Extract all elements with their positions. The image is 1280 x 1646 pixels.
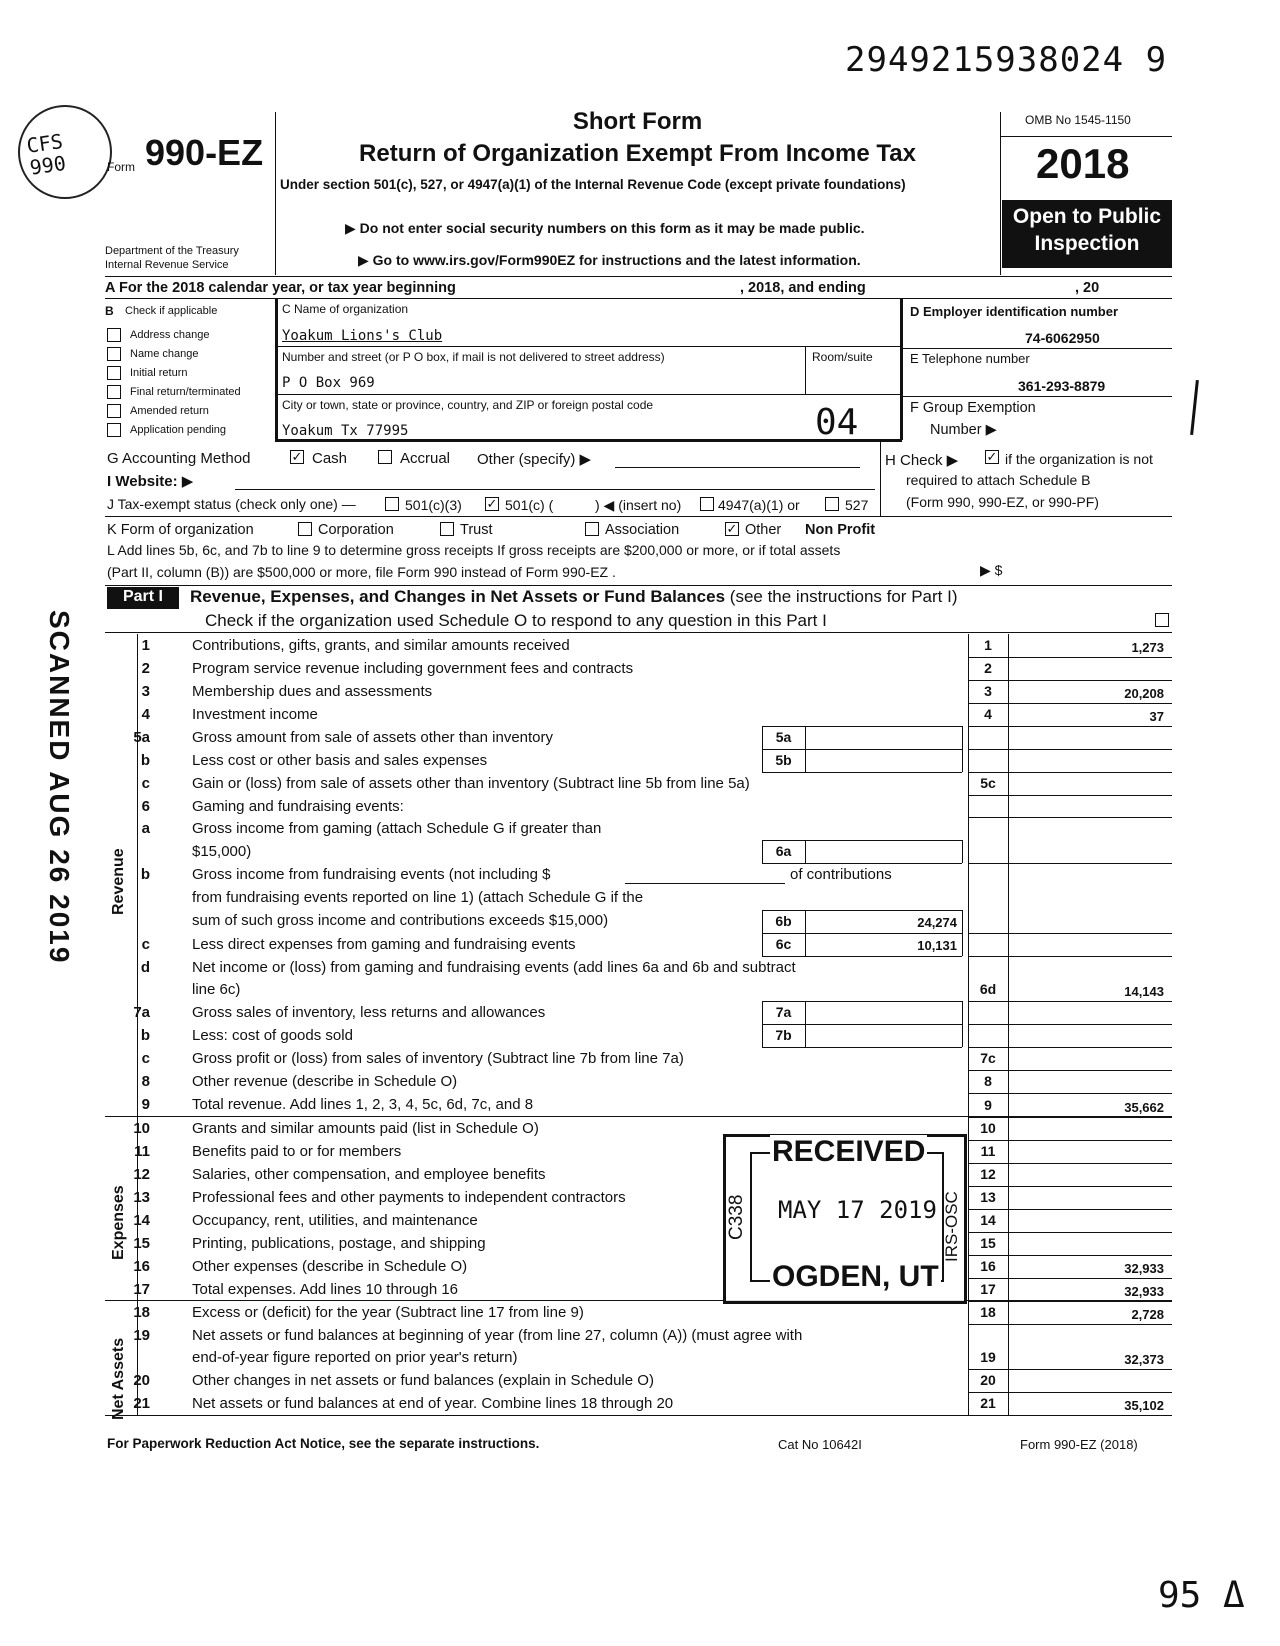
line-amount[interactable]: 37: [1149, 709, 1164, 724]
footer-form: Form 990-EZ (2018): [1020, 1437, 1138, 1452]
name-of-org-label: C Name of organization: [282, 302, 409, 316]
label-amended-return: Amended return: [130, 405, 209, 417]
line-amount[interactable]: 32,933: [1124, 1261, 1164, 1276]
rule: [625, 883, 785, 884]
checkbox-corporation[interactable]: [298, 522, 312, 536]
rule: [962, 1001, 963, 1024]
line-description: Membership dues and assessments: [192, 683, 433, 700]
rule: [762, 1001, 763, 1024]
rule: [968, 1209, 1172, 1210]
line-number: 15: [133, 1235, 150, 1252]
rule: [805, 910, 806, 933]
line-number: 3: [141, 683, 150, 700]
label-other-org: Other: [745, 522, 782, 538]
sub-line-box: 6a: [775, 843, 792, 859]
line-number: 13: [133, 1189, 150, 1206]
line-number: 11: [134, 1143, 150, 1160]
inspection: Inspection: [1034, 232, 1140, 255]
line-description: Other revenue (describe in Schedule O): [192, 1073, 458, 1090]
rule: [762, 1024, 962, 1025]
rule: [805, 726, 806, 749]
line-box: 3: [984, 683, 992, 699]
rule: [968, 1301, 1172, 1302]
other-org-value[interactable]: Non Profit: [805, 522, 876, 538]
rule: [968, 1415, 1172, 1416]
open-to-public: Open to Public: [1012, 205, 1162, 228]
rule: [762, 910, 962, 911]
line-description: Investment income: [192, 706, 318, 723]
line-number: 7a: [133, 1004, 150, 1021]
title-sub: Under section 501(c), 527, or 4947(a)(1) of the Internal Revenue Code (except private foundations): [280, 177, 906, 192]
dept-line1: Department of the Treasury: [105, 245, 239, 257]
rule: [762, 1047, 962, 1048]
label-other-method: Other (specify) ▶: [477, 451, 592, 468]
rule: [968, 1186, 1172, 1187]
line-number: 14: [133, 1212, 150, 1229]
line-number: 19: [133, 1327, 150, 1344]
line-a-end: , 20: [1075, 280, 1100, 296]
part1-title: Revenue, Expenses, and Changes in Net Assets or Fund Balances (see the instructions for Part I): [190, 587, 958, 606]
sub-line-box: 7b: [775, 1027, 792, 1043]
rule: [762, 933, 763, 956]
line-description: of contributions: [790, 866, 892, 883]
stamp-received: RECEIVED: [772, 1135, 926, 1168]
line-description: Gross sales of inventory, less returns and allowances: [192, 1004, 546, 1021]
line-box: 4: [984, 706, 992, 722]
line-number: 18: [133, 1304, 150, 1321]
rule: [968, 956, 1172, 957]
rule: [968, 1093, 1172, 1094]
line-description: end-of-year figure reported on prior year's return): [192, 1349, 518, 1366]
line-amount[interactable]: 35,662: [1124, 1100, 1164, 1115]
rule: [968, 863, 1172, 864]
rule: [962, 840, 963, 863]
line-number: 9: [141, 1096, 150, 1113]
line-box: 18: [980, 1304, 996, 1320]
section-b-label: B: [105, 304, 114, 318]
dept-line2: Internal Revenue Service: [105, 259, 229, 271]
line-l-text2: (Part II, column (B)) are $500,000 or more, file Form 990 instead of Form 990-EZ .: [107, 564, 616, 580]
line-description: Total revenue. Add lines 1, 2, 3, 4, 5c, 6d, 7c, and 8: [192, 1096, 534, 1113]
line-description: Gross income from gaming (attach Schedule G if greater than: [192, 820, 602, 837]
checkbox-address-change[interactable]: [107, 328, 121, 342]
rule: [805, 1024, 806, 1047]
side-label-expenses: Expenses: [110, 1185, 127, 1260]
rule: [968, 1140, 1172, 1141]
rule: [968, 817, 1172, 818]
checkbox-527[interactable]: [825, 497, 839, 511]
sub-line-box: 7a: [775, 1004, 792, 1020]
line-description: Gross income from fundraising events (not including $: [192, 866, 551, 883]
rule: [968, 1392, 1172, 1393]
group-exemption-number: Number ▶: [930, 422, 997, 438]
label-cash: Cash: [312, 450, 348, 467]
checkbox-4947[interactable]: [700, 497, 714, 511]
label-501c: 501(c) (: [505, 497, 554, 513]
label-application-pending: Application pending: [130, 424, 227, 436]
line-description: Net assets or fund balances at beginning of year (from line 27, column (A)) (must agree with: [192, 1327, 803, 1344]
line-number: 10: [133, 1120, 150, 1137]
rule: [762, 863, 962, 864]
line-h-text3: (Form 990, 990-EZ, or 990-PF): [906, 494, 1099, 510]
line-number: d: [140, 959, 150, 976]
line-box: 12: [980, 1166, 996, 1182]
handwritten-bottom: 95 Δ: [1158, 1575, 1245, 1616]
line-box: 7c: [980, 1050, 996, 1066]
line-box: 17: [980, 1281, 996, 1297]
line-number: 12: [133, 1166, 150, 1183]
section-b-title: Check if applicable: [125, 305, 218, 317]
rule: [762, 749, 962, 750]
sub-line-amount[interactable]: 10,131: [917, 938, 957, 953]
rule: [968, 1232, 1172, 1233]
notice-ssn: ▶ Do not enter social security numbers on this form as it may be made public.: [345, 220, 865, 236]
line-number: 16: [133, 1258, 150, 1275]
checkbox-name-change[interactable]: [107, 347, 121, 361]
checkbox-cash[interactable]: ✓: [291, 449, 303, 464]
checkbox-schedule-b[interactable]: ✓: [986, 449, 998, 464]
rule: [805, 933, 806, 956]
label-initial-return: Initial return: [130, 367, 188, 379]
line-number: b: [140, 1027, 150, 1044]
checkbox-501c3[interactable]: [385, 497, 399, 511]
checkbox-accrual[interactable]: [378, 450, 392, 464]
stamp-right-code: IRS-OSC: [942, 1191, 961, 1262]
stamp-city: OGDEN, UT: [772, 1260, 939, 1293]
line-description: Net assets or fund balances at end of year. Combine lines 18 through 20: [192, 1395, 674, 1412]
side-label-net-assets: Net Assets: [110, 1337, 127, 1420]
rule: [762, 1024, 763, 1047]
line-number: b: [140, 752, 150, 769]
rule: [962, 933, 963, 956]
line-amount[interactable]: 2,728: [1131, 1307, 1164, 1322]
line-box: 13: [980, 1189, 996, 1205]
part1-tag: Part I: [122, 588, 163, 605]
rule: [962, 910, 963, 933]
line-box: 16: [980, 1258, 996, 1274]
line-h-text2: required to attach Schedule B: [906, 472, 1091, 488]
rule: [962, 726, 963, 749]
line-box: 15: [980, 1235, 996, 1251]
line-description: sum of such gross income and contributions exceeds $15,000): [192, 912, 609, 929]
rule: [962, 749, 963, 772]
handwritten-04: 04: [815, 402, 859, 443]
line-amount[interactable]: 14,143: [1124, 984, 1164, 999]
line-description: Excess or (deficit) for the year (Subtract line 17 from line 9): [192, 1304, 584, 1321]
line-box: 11: [980, 1143, 996, 1159]
line-description: Less: cost of goods sold: [192, 1027, 353, 1044]
accounting-method-label: G Accounting Method: [107, 450, 251, 467]
sub-line-box: 5a: [775, 729, 792, 745]
line-number: 6: [141, 798, 150, 815]
label-4947: 4947(a)(1) or: [718, 497, 800, 513]
checkbox-trust[interactable]: [440, 522, 454, 536]
line-box: 8: [984, 1073, 992, 1089]
line-box: 20: [980, 1372, 996, 1388]
rule: [968, 772, 1172, 773]
rule: [968, 1278, 1172, 1279]
checkbox-501c[interactable]: ✓: [486, 496, 498, 511]
line-description: Grants and similar amounts paid (list in Schedule O): [192, 1120, 539, 1137]
rule: [968, 1163, 1172, 1164]
rule: [762, 749, 763, 772]
rule: [968, 933, 1172, 934]
sub-line-amount[interactable]: 24,274: [917, 915, 957, 930]
line-description: Gross profit or (loss) from sales of inventory (Subtract line 7b from line 7a): [192, 1050, 684, 1067]
rule: [968, 680, 1172, 681]
line-number: c: [141, 1050, 150, 1067]
rule: [968, 1024, 1172, 1025]
street-label: Number and street (or P O box, if mail is not delivered to street address): [282, 350, 665, 364]
part1-schedule-o: Check if the organization used Schedule O to respond to any question in this Part I: [205, 611, 827, 630]
rule: [968, 795, 1172, 796]
rule: [762, 1001, 962, 1002]
line-number: a: [141, 820, 150, 837]
form-stamp-text: CFS 990: [25, 129, 68, 180]
notice-website: ▶ Go to www.irs.gov/Form990EZ for instructions and the latest information.: [358, 252, 861, 268]
label-527: 527: [845, 497, 869, 513]
side-label-revenue: Revenue: [110, 848, 127, 915]
line-description: Benefits paid to or for members: [192, 1143, 402, 1160]
label-insert-no: ) ◀ (insert no): [595, 497, 682, 513]
tax-year: 2018: [1036, 140, 1130, 187]
line-number: 5a: [133, 729, 150, 746]
line-box: 6d: [979, 981, 997, 997]
rule: [968, 1047, 1172, 1048]
line-description: Program service revenue including government fees and contracts: [192, 660, 634, 677]
checkbox-application-pending[interactable]: [107, 423, 121, 437]
name-of-org-value[interactable]: Yoakum Lions's Club: [282, 328, 443, 344]
label-501c3: 501(c)(3): [405, 497, 462, 513]
sub-line-box: 6c: [775, 936, 792, 952]
stamp-left-code: C338: [726, 1194, 747, 1240]
rule: [968, 703, 1172, 704]
rule: [968, 1255, 1172, 1256]
city-label: City or town, state or province, country, and ZIP or foreign postal code: [282, 398, 654, 412]
handwritten-mark: [1190, 380, 1199, 435]
line-box: 21: [980, 1395, 996, 1411]
title-short-form: Short Form: [572, 108, 703, 135]
line-l-arrow: ▶ $: [980, 562, 1003, 578]
sub-line-box: 6b: [775, 913, 792, 929]
label-accrual: Accrual: [400, 450, 451, 467]
room-suite-label: Room/suite: [812, 350, 873, 364]
rule: [762, 956, 962, 957]
line-amount[interactable]: 35,102: [1124, 1398, 1164, 1413]
line-description: Gaming and fundraising events:: [192, 798, 404, 815]
line-description: from fundraising events reported on line 1) (attach Schedule G if the: [192, 889, 644, 906]
rule: [968, 657, 1172, 658]
line-number: 8: [141, 1073, 150, 1090]
title-main: Return of Organization Exempt From Income Tax: [359, 140, 916, 167]
line-box: 14: [980, 1212, 996, 1228]
line-number: c: [141, 775, 150, 792]
group-exemption-label: F Group Exemption: [910, 400, 1036, 416]
website-label: I Website: ▶: [107, 473, 194, 490]
rule: [762, 840, 962, 841]
line-number: 20: [133, 1372, 150, 1389]
line-description: Contributions, gifts, grants, and similar amounts received: [192, 637, 570, 654]
line-description: Gain or (loss) from sale of assets other than inventory (Subtract line 5b from line 5a): [192, 775, 750, 792]
line-a-label: A For the 2018 calendar year, or tax year beginning: [105, 280, 456, 296]
line-description: Less direct expenses from gaming and fundraising events: [192, 936, 576, 953]
rule: [968, 1369, 1172, 1370]
line-h-text1b: if the organization is not: [1005, 451, 1153, 467]
checkbox-schedule-o[interactable]: [1155, 613, 1169, 627]
line-description: Salaries, other compensation, and employee benefits: [192, 1166, 546, 1183]
ein-label: D Employer identification number: [910, 304, 1119, 319]
line-description: Other changes in net assets or fund balances (explain in Schedule O): [192, 1372, 654, 1389]
rule: [968, 1001, 1172, 1002]
label-name-change: Name change: [130, 348, 199, 360]
line-description: Gross amount from sale of assets other than inventory: [192, 729, 554, 746]
line-description: $15,000): [192, 843, 252, 860]
telephone-label: E Telephone number: [910, 351, 1030, 366]
line-amount[interactable]: 32,933: [1124, 1284, 1164, 1299]
line-a-mid: , 2018, and ending: [740, 280, 866, 296]
checkbox-amended-return[interactable]: [107, 404, 121, 418]
line-number: b: [140, 866, 150, 883]
rule: [762, 726, 763, 749]
line-number: 17: [133, 1281, 150, 1298]
line-number: 21: [133, 1395, 150, 1412]
rule: [762, 910, 763, 933]
checkbox-other-org[interactable]: ✓: [726, 521, 738, 536]
ein-value[interactable]: 74-6062950: [1025, 330, 1100, 346]
line-description: Less cost or other basis and sales expenses: [192, 752, 488, 769]
stamp-date: MAY 17 2019: [778, 1196, 937, 1224]
label-corporation: Corporation: [318, 522, 394, 538]
telephone-value[interactable]: 361-293-8879: [1018, 378, 1106, 394]
tax-exempt-status-label: J Tax-exempt status (check only one) —: [107, 496, 356, 512]
line-description: Other expenses (describe in Schedule O): [192, 1258, 468, 1275]
line-description: Occupancy, rent, utilities, and maintenance: [192, 1212, 478, 1229]
rule: [762, 772, 962, 773]
rule: [968, 749, 1172, 750]
line-number: c: [141, 936, 150, 953]
line-description: Net income or (loss) from gaming and fundraising events (add lines 6a and 6b and subtract: [192, 959, 796, 976]
line-amount[interactable]: 20,208: [1124, 686, 1164, 701]
line-description: Professional fees and other payments to independent contractors: [192, 1189, 626, 1206]
sub-line-box: 5b: [775, 752, 792, 768]
line-description: Printing, publications, postage, and shipping: [192, 1235, 486, 1252]
form-prefix: Form: [107, 160, 135, 174]
line-l-text1: L Add lines 5b, 6c, and 7b to line 9 to determine gross receipts If gross receipts are $200,000 or more, or if total assets: [107, 542, 841, 558]
line-description: line 6c): [192, 981, 241, 998]
line-box: 1: [984, 637, 992, 653]
rule: [968, 1324, 1172, 1325]
line-description: Total expenses. Add lines 10 through 16: [192, 1281, 459, 1298]
rule: [762, 840, 763, 863]
form-of-org-label: K Form of organization: [107, 522, 254, 538]
line-number: 2: [141, 660, 150, 677]
rule: [805, 840, 806, 863]
rule: [805, 749, 806, 772]
label-final-return: Final return/terminated: [130, 386, 241, 398]
line-box: 5c: [980, 775, 996, 791]
form-number: 990-EZ: [145, 132, 264, 173]
line-number: 1: [141, 637, 150, 654]
line-amount[interactable]: 1,273: [1131, 640, 1164, 655]
city-value[interactable]: Yoakum Tx 77995: [282, 423, 409, 439]
line-number: 4: [141, 706, 150, 723]
footer-cat-number: Cat No 10642I: [778, 1437, 862, 1452]
line-box: 19: [980, 1349, 996, 1365]
rule: [762, 933, 962, 934]
checkbox-initial-return[interactable]: [107, 366, 121, 380]
document-locator-number: 2949215938024 9: [845, 40, 1168, 80]
line-box: 2: [984, 660, 992, 676]
label-association: Association: [605, 522, 680, 538]
rule: [968, 1070, 1172, 1071]
checkbox-final-return[interactable]: [107, 385, 121, 399]
scanned-stamp: SCANNED AUG 26 2019: [44, 610, 75, 965]
line-h-text1: H Check ▶: [885, 452, 959, 469]
omb-number: OMB No 1545-1150: [1025, 113, 1131, 127]
rule: [968, 726, 1172, 727]
line-box: 9: [984, 1097, 992, 1113]
rule: [968, 1117, 1172, 1118]
checkbox-association[interactable]: [585, 522, 599, 536]
street-value[interactable]: P O Box 969: [282, 375, 375, 391]
rule: [762, 726, 962, 727]
footer-paperwork: For Paperwork Reduction Act Notice, see the separate instructions.: [107, 1436, 540, 1451]
label-trust: Trust: [460, 522, 493, 538]
rule: [805, 1001, 806, 1024]
line-box: 10: [980, 1120, 996, 1136]
label-address-change: Address change: [130, 329, 210, 341]
rule: [962, 1024, 963, 1047]
line-amount[interactable]: 32,373: [1124, 1352, 1164, 1367]
